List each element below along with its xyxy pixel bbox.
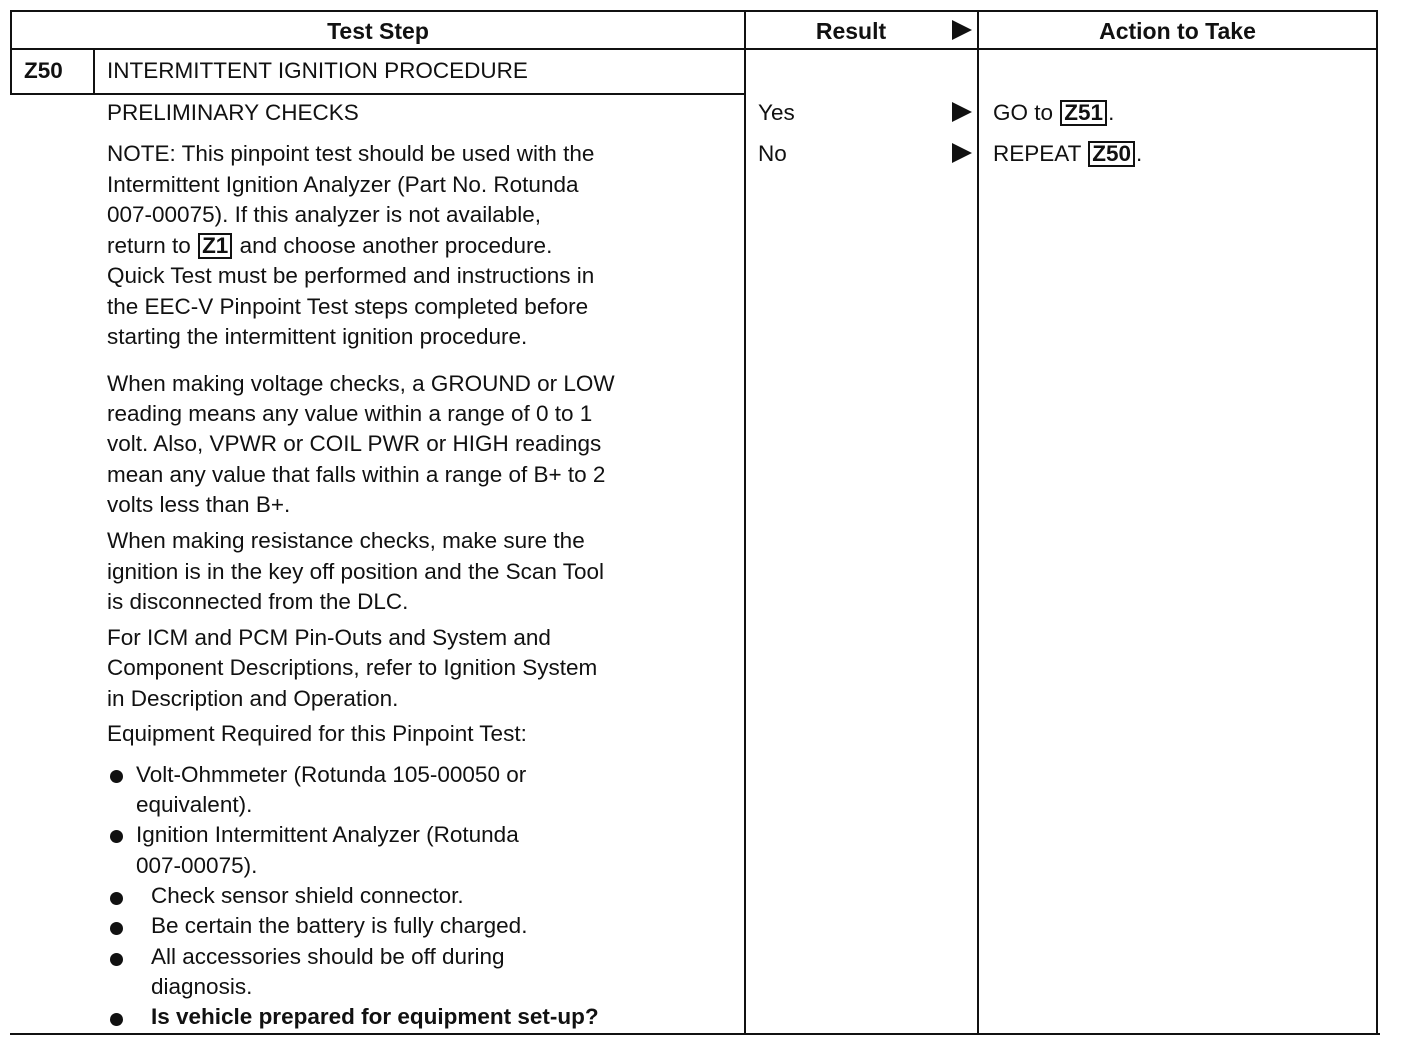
header-arrow-icon (952, 20, 972, 40)
bullet-1-line-1: Volt-Ohmmeter (Rotunda 105-00050 or (136, 762, 527, 787)
note-line-3: 007-00075). If this analyzer is not available, (107, 202, 542, 227)
note-line-5: Quick Test must be performed and instructions in (107, 263, 595, 288)
equipment-heading: Equipment Required for this Pinpoint Test: (107, 721, 527, 746)
note-line-7: starting the intermittent ignition procedure. (107, 324, 528, 349)
bullet-2-line-2: 007-00075). (136, 853, 258, 878)
voltage-line-2: reading means any value within a range of 0 to 1 (107, 401, 593, 426)
pinouts-line-2: Component Descriptions, refer to Ignition System (107, 655, 598, 680)
bullet-5-line-2: diagnosis. (151, 974, 253, 999)
action-no-text: REPEAT (993, 141, 1081, 166)
table-bottom-border (10, 1033, 1380, 1035)
action-yes-text: GO to (993, 100, 1054, 125)
note-line-6: the EEC-V Pinpoint Test steps completed before (107, 294, 589, 319)
note-z1-step-link[interactable]: Z1 (198, 233, 232, 259)
voltage-line-3: volt. Also, VPWR or COIL PWR or HIGH readings (107, 431, 602, 456)
note-return-text: return to (107, 233, 191, 258)
bullet-5-line-1: All accessories should be off during (151, 944, 505, 969)
right-border (1376, 10, 1378, 1034)
action-yes-step-link[interactable]: Z51 (1060, 100, 1107, 126)
bullet-1-line-2: equivalent). (136, 792, 253, 817)
table-top-border (10, 10, 1378, 12)
title-row-bottom-border (10, 93, 744, 95)
step-id: Z50 (24, 58, 63, 83)
bullet-icon (110, 953, 123, 966)
action-column-divider (977, 10, 979, 1034)
action-no-step-link[interactable]: Z50 (1088, 141, 1135, 167)
step-id-divider (93, 49, 95, 94)
voltage-line-4: mean any value that falls within a range of B+ to 2 (107, 462, 606, 487)
header-result: Result (815, 18, 887, 44)
resistance-line-2: ignition is in the key off position and the Scan Tool (107, 559, 604, 584)
step-title: INTERMITTENT IGNITION PROCEDURE (107, 58, 528, 83)
resistance-line-1: When making resistance checks, make sure the (107, 528, 585, 553)
bullet-icon (110, 922, 123, 935)
header-action: Action to Take (1099, 18, 1256, 44)
bullet-4-line-1: Be certain the battery is fully charged. (151, 913, 528, 938)
bullet-icon (110, 1013, 123, 1026)
action-yes (993, 98, 1114, 129)
note-line-2: Intermittent Ignition Analyzer (Part No. Rotunda (107, 172, 579, 197)
action-no (993, 139, 1142, 170)
bullet-icon (110, 830, 123, 843)
bullet-6-line-1: Is vehicle prepared for equipment set-up? (151, 1004, 599, 1029)
note-line-1: NOTE: This pinpoint test should be used with the (107, 141, 595, 166)
pinouts-line-1: For ICM and PCM Pin-Outs and System and (107, 625, 551, 650)
voltage-line-5: volts less than B+. (107, 492, 291, 517)
action-no-period: . (1136, 141, 1143, 166)
result-yes: Yes (758, 100, 795, 125)
header-bottom-border (10, 48, 1378, 50)
bullet-icon (110, 892, 123, 905)
bullet-icon (110, 770, 123, 783)
voltage-line-1: When making voltage checks, a GROUND or LOW (107, 371, 615, 396)
result-column-divider (744, 10, 746, 1034)
note-choose-text: and choose another procedure. (239, 233, 553, 258)
result-no: No (758, 141, 787, 166)
bullet-2-line-1: Ignition Intermittent Analyzer (Rotunda (136, 822, 519, 847)
section-heading: PRELIMINARY CHECKS (107, 100, 359, 125)
bullet-3-line-1: Check sensor shield connector. (151, 883, 464, 908)
pinouts-line-3: in Description and Operation. (107, 686, 399, 711)
resistance-line-3: is disconnected from the DLC. (107, 589, 409, 614)
result-yes-arrow-icon (952, 102, 972, 122)
result-no-arrow-icon (952, 143, 972, 163)
action-yes-period: . (1108, 100, 1115, 125)
note-line-4 (107, 231, 552, 262)
header-test-step: Test Step (327, 18, 429, 44)
